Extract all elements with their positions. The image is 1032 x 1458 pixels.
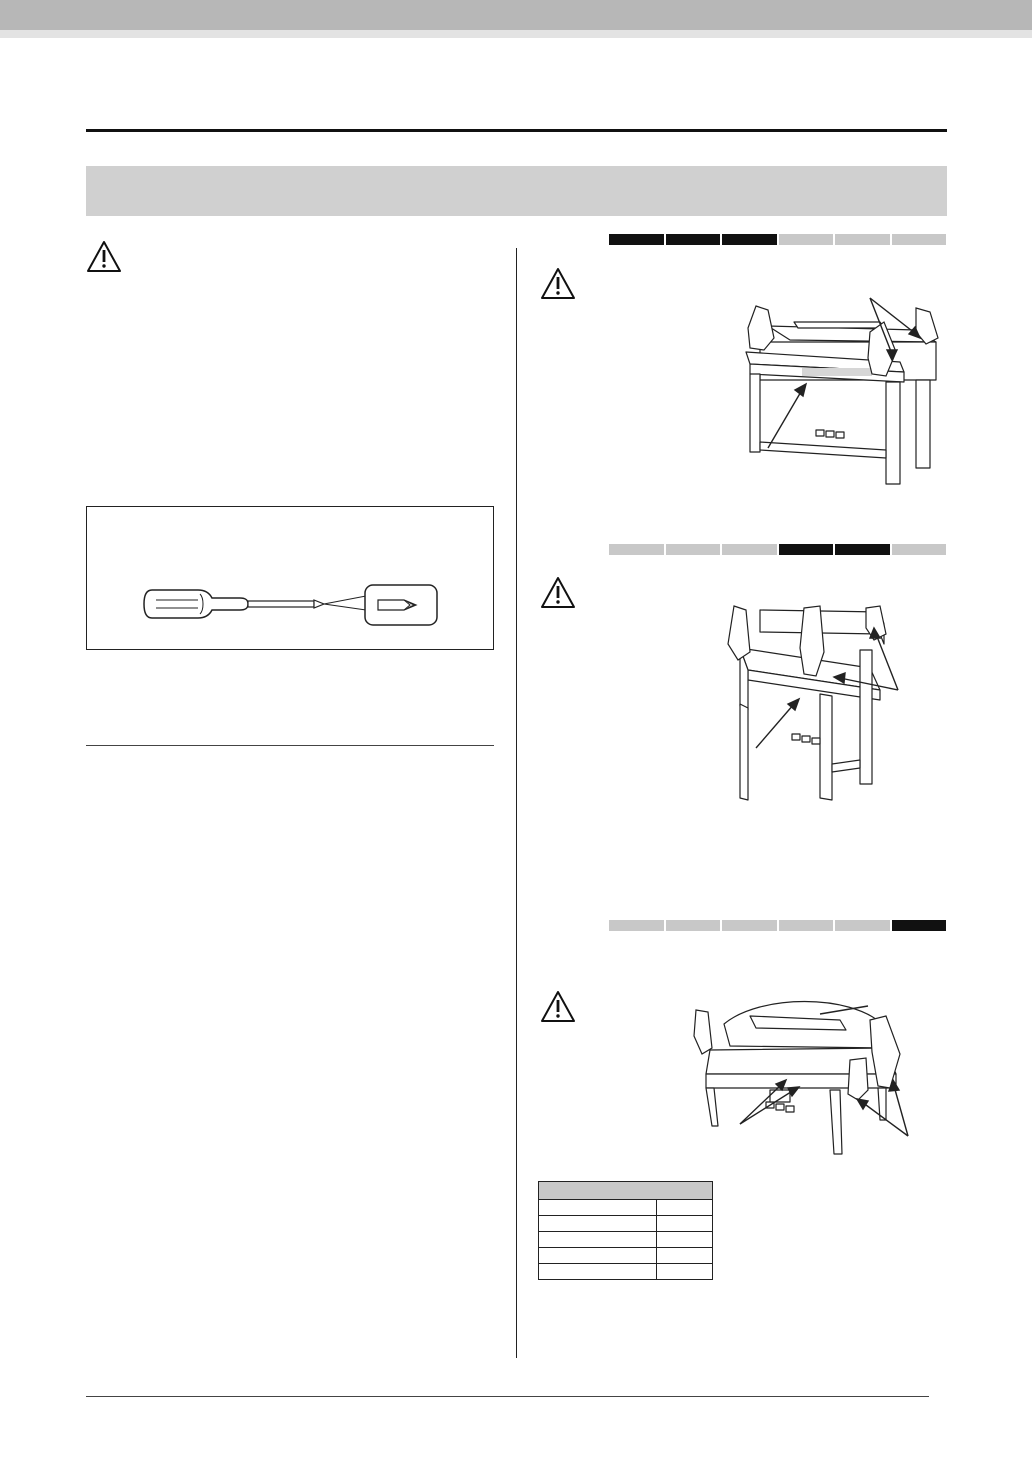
grand-piano-lift-illustration: [690, 990, 916, 1160]
spec-table: [538, 1181, 713, 1280]
header-band-light: [0, 30, 1032, 38]
model-segment: [835, 920, 890, 931]
table-row: [539, 1232, 713, 1248]
table-cell: [657, 1248, 713, 1264]
table-header-cell: [539, 1182, 713, 1200]
model-segment: [666, 544, 721, 555]
footer-rule: [86, 1396, 929, 1397]
table-cell: [539, 1264, 657, 1280]
title-rule: [86, 129, 947, 132]
upright-piano-lift-illustration: [720, 292, 950, 492]
warning-triangle-icon: [540, 576, 576, 610]
model-segment: [609, 544, 664, 555]
warning-triangle-icon: [540, 267, 576, 301]
section-heading-bar: [86, 166, 947, 216]
model-segment: [609, 234, 664, 245]
model-segment: [722, 920, 777, 931]
model-segment: [835, 544, 890, 555]
warning-triangle-icon: [540, 990, 576, 1024]
model-segment: [892, 234, 947, 245]
header-band: [0, 0, 1032, 30]
upright-piano-lift-illustration-2: [720, 604, 946, 804]
table-cell: [657, 1232, 713, 1248]
model-segment: [779, 234, 834, 245]
model-segment: [779, 920, 834, 931]
table-row: [539, 1216, 713, 1232]
model-segment: [666, 234, 721, 245]
table-header-row: [539, 1182, 713, 1200]
table-cell: [539, 1248, 657, 1264]
table-cell: [657, 1200, 713, 1216]
left-section-rule: [86, 745, 494, 746]
model-segment: [609, 920, 664, 931]
model-segment: [722, 234, 777, 245]
model-strip-3: [609, 920, 946, 931]
model-segment: [779, 544, 834, 555]
table-row: [539, 1264, 713, 1280]
table-cell: [539, 1200, 657, 1216]
warning-triangle-icon: [86, 240, 122, 274]
model-segment: [892, 920, 947, 931]
model-strip-2: [609, 544, 946, 555]
table-cell: [539, 1216, 657, 1232]
column-divider: [516, 248, 517, 1358]
model-segment: [722, 544, 777, 555]
model-strip-1: [609, 234, 946, 245]
table-row: [539, 1200, 713, 1216]
model-segment: [892, 544, 947, 555]
table-row: [539, 1248, 713, 1264]
model-segment: [666, 920, 721, 931]
phillips-tip-icon: [364, 584, 438, 626]
table-cell: [657, 1216, 713, 1232]
table-cell: [657, 1264, 713, 1280]
table-cell: [539, 1232, 657, 1248]
model-segment: [835, 234, 890, 245]
